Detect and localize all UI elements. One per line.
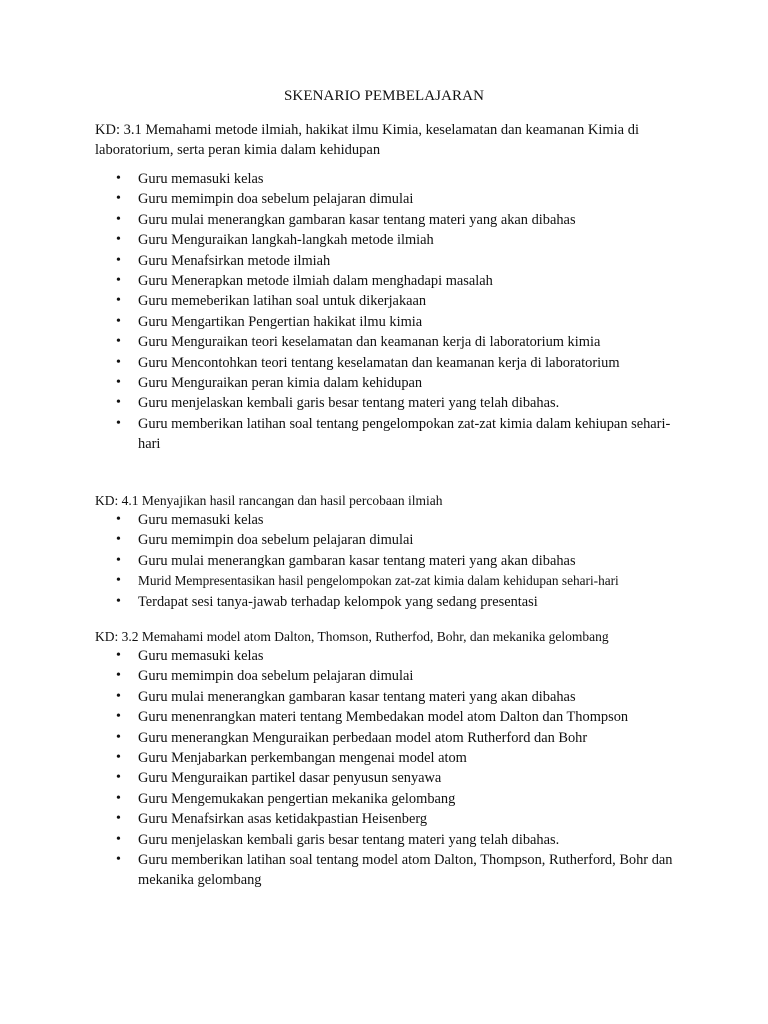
list-item: • Guru Menguraikan langkah-langkah metode ilmiah bbox=[116, 230, 696, 250]
list-item: • Guru mulai menerangkan gambaran kasar tentang materi yang akan dibahas bbox=[116, 687, 696, 707]
list-item: • Terdapat sesi tanya-jawab terhadap kelompok yang sedang presentasi bbox=[116, 592, 696, 612]
list-item: • Guru memimpin doa sebelum pelajaran dimulai bbox=[116, 666, 696, 686]
kd-3-2-heading: KD: 3.2 Memahami model atom Dalton, Thomson, Rutherfod, Bohr, dan mekanika gelombang bbox=[95, 629, 609, 644]
list-item: • Guru memberikan latihan soal tentang model atom Dalton, Thompson, Rutherford, Bohr dan mekanika gelombang bbox=[116, 850, 690, 891]
page-title: SKENARIO PEMBELAJARAN bbox=[283, 88, 485, 104]
list-item: • Guru memasuki kelas bbox=[116, 510, 696, 530]
list-item: • Guru mulai menerangkan gambaran kasar tentang materi yang akan dibahas bbox=[116, 551, 696, 571]
list-item: • Guru memeberikan latihan soal untuk dikerjakaan bbox=[116, 291, 696, 311]
list-item: • Guru menenrangkan materi tentang Membedakan model atom Dalton dan Thompson bbox=[116, 707, 696, 727]
list-item: • Guru Menjabarkan perkembangan mengenai model atom bbox=[116, 748, 696, 768]
list-item: • Guru Menerapkan metode ilmiah dalam menghadapi masalah bbox=[116, 271, 696, 291]
list-item: • Guru menjelaskan kembali garis besar tentang materi yang telah dibahas. bbox=[116, 393, 696, 413]
list-item: • Guru Mencontohkan teori tentang keselamatan dan keamanan kerja di laboratorium bbox=[116, 353, 696, 373]
list-item: • Guru memasuki kelas bbox=[116, 646, 696, 666]
kd-3-1-step-list bbox=[116, 169, 696, 455]
list-item: • Guru mulai menerangkan gambaran kasar tentang materi yang akan dibahas bbox=[116, 210, 696, 230]
kd-4-1-heading: KD: 4.1 Menyajikan hasil rancangan dan hasil percobaan ilmiah bbox=[95, 493, 443, 508]
list-item: • Guru Menguraikan peran kimia dalam kehidupan bbox=[116, 373, 696, 393]
kd-3-2-step-list bbox=[116, 646, 696, 891]
list-item: • Guru menjelaskan kembali garis besar tentang materi yang telah dibahas. bbox=[116, 830, 696, 850]
list-item: • Guru menerangkan Menguraikan perbedaan model atom Rutherford dan Bohr bbox=[116, 728, 696, 748]
list-item: • Guru memimpin doa sebelum pelajaran dimulai bbox=[116, 189, 696, 209]
list-item: • Guru memberikan latihan soal tentang pengelompokan zat-zat kimia dalam kehiupan sehari-hari bbox=[116, 414, 690, 455]
list-item: • Guru Mengartikan Pengertian hakikat ilmu kimia bbox=[116, 312, 696, 332]
kd-4-1-step-list bbox=[116, 510, 696, 612]
list-item: • Guru Menafsirkan metode ilmiah bbox=[116, 251, 696, 271]
list-item: • Guru memasuki kelas bbox=[116, 169, 696, 189]
list-item: • Guru Menafsirkan asas ketidakpastian Heisenberg bbox=[116, 809, 696, 829]
list-item: • Guru Menguraikan teori keselamatan dan keamanan kerja di laboratorium kimia bbox=[116, 332, 696, 352]
list-item: • Guru Menguraikan partikel dasar penyusun senyawa bbox=[116, 768, 696, 788]
list-item: • Guru memimpin doa sebelum pelajaran dimulai bbox=[116, 530, 696, 550]
list-item: • Guru Mengemukakan pengertian mekanika gelombang bbox=[116, 789, 696, 809]
list-item: • Murid Mempresentasikan hasil pengelompokan zat-zat kimia dalam kehidupan sehari-hari bbox=[116, 571, 696, 591]
kd-3-1-heading: KD: 3.1 Memahami metode ilmiah, hakikat ilmu Kimia, keselamatan dan keamanan Kimia di laboratorium, serta peran kimia dalam kehidupan bbox=[95, 122, 640, 158]
